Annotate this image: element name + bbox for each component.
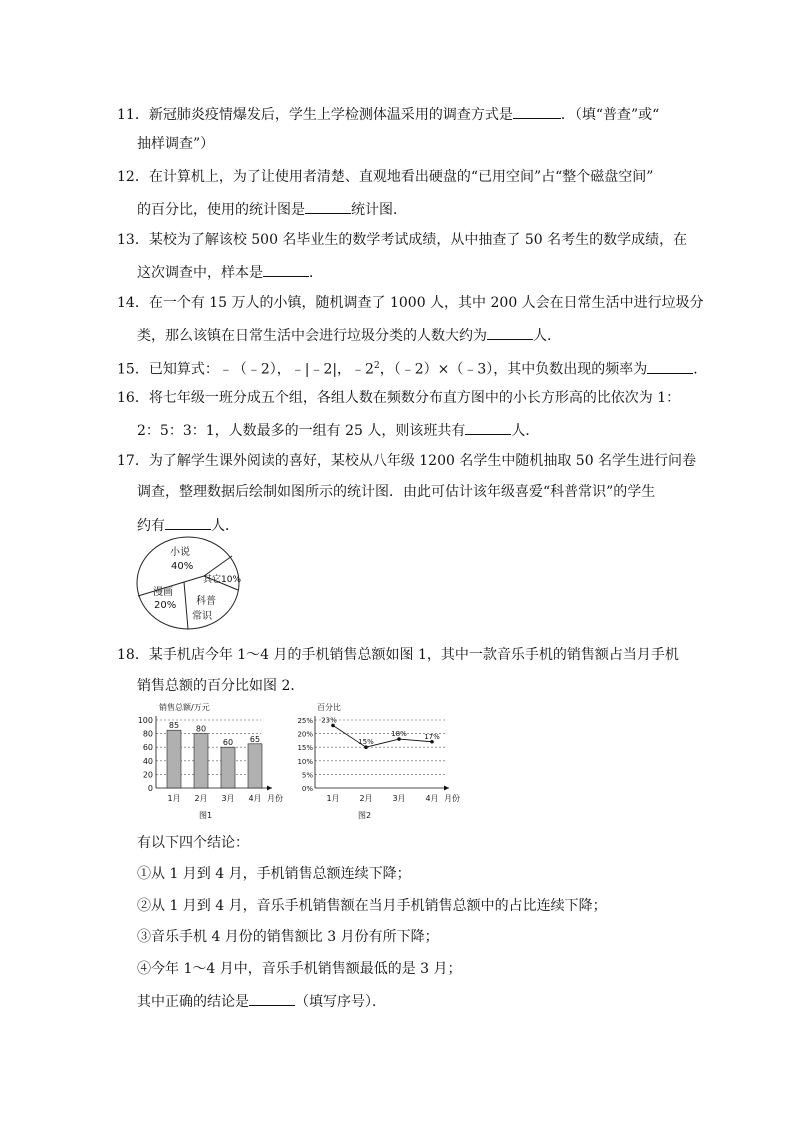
bar-value-label: 60 bbox=[222, 738, 234, 748]
line-y-tick-label: 25% bbox=[297, 717, 313, 725]
pie-chart bbox=[134, 533, 254, 633]
pie-pct-manhua: 20% bbox=[154, 600, 177, 611]
pie-pct-qita: 10% bbox=[221, 575, 242, 585]
line-chart-ylabel: 百分比 bbox=[317, 703, 341, 712]
bar-value-label: 80 bbox=[195, 724, 207, 734]
q15-text-a: 15．已知算式：﹣（﹣2），﹣|﹣2|，﹣2 bbox=[117, 361, 374, 378]
line-x-tick-label: 2月 bbox=[359, 794, 373, 803]
bar bbox=[167, 730, 181, 788]
line-x-tick-label: 4月 bbox=[425, 794, 439, 803]
pie-label-qita bbox=[203, 573, 241, 585]
q15-answer-blank[interactable] bbox=[647, 359, 693, 374]
line-y-tick-label: 15% bbox=[297, 744, 313, 753]
line-y-tick-label: 20% bbox=[297, 730, 313, 739]
q11-text-b: ．（填“普查”或“ bbox=[560, 107, 660, 123]
question-12-line-2 bbox=[137, 199, 407, 220]
line-series bbox=[333, 725, 432, 747]
bar-y-tick-label: 80 bbox=[142, 729, 153, 739]
question-14-line-1: 14．在一个有 15 万人的小镇，随机调查了 1000 人，其中 200 人会在日常生活中进行垃圾分 bbox=[117, 295, 704, 311]
q14-answer-blank[interactable] bbox=[487, 325, 533, 340]
q14-text-b: 人． bbox=[533, 328, 561, 344]
bar-x-tick-label: 3月 bbox=[221, 794, 235, 803]
question-11-line-1 bbox=[117, 104, 659, 125]
question-11-line-2: 抽样调查”） bbox=[137, 136, 215, 152]
pie-label-qita-name: 其它 bbox=[203, 575, 222, 585]
line-x-axis-arrow bbox=[444, 786, 449, 791]
q13-text-b: ． bbox=[309, 265, 323, 281]
bar-x-tick-label: 1月 bbox=[167, 794, 181, 803]
q18-answer-line bbox=[137, 991, 386, 1012]
bar-value-label: 65 bbox=[249, 734, 261, 744]
line-value-label: 17% bbox=[424, 732, 440, 741]
line-y-tick-label: 10% bbox=[297, 757, 313, 766]
bar-x-axis-arrow bbox=[267, 786, 272, 791]
q18-text-b: （填写序号）． bbox=[295, 994, 386, 1010]
pie-label-xiaoshuo: 小说 bbox=[170, 547, 190, 558]
pie-label-manhua: 漫画 bbox=[153, 587, 173, 598]
bar bbox=[248, 744, 262, 788]
line-y-tick-label: 0% bbox=[301, 785, 313, 793]
bar-chart-caption: 图1 bbox=[199, 811, 213, 820]
question-16-line-2 bbox=[137, 420, 539, 441]
bar-chart-ylabel: 销售总额/万元 bbox=[159, 703, 210, 712]
q18-conclusion-1: ①从 1 月到 4 月，手机销售总额连续下降； bbox=[137, 866, 411, 882]
line-x-tick-label: 1月 bbox=[326, 794, 340, 803]
q12-answer-blank[interactable] bbox=[305, 199, 351, 214]
q11-text-a: 11．新冠肺炎疫情爆发后，学生上学检测体温采用的调查方式是 bbox=[117, 107, 513, 123]
q15-text-c: ． bbox=[693, 361, 708, 378]
q18-text-a: 其中正确的结论是 bbox=[137, 994, 249, 1010]
pie-label-kepu: 科普 bbox=[196, 596, 216, 607]
q17-text-b: 人． bbox=[211, 518, 239, 534]
question-15-line-1 bbox=[117, 357, 707, 380]
line-chart-caption: 图2 bbox=[358, 811, 372, 820]
line-value-label: 23% bbox=[321, 716, 337, 725]
bar-chart bbox=[134, 700, 294, 825]
pie-pct-xiaoshuo: 40% bbox=[171, 561, 194, 572]
bar-chart-xlabel: 月份 bbox=[267, 794, 283, 803]
q17-text-a: 约有 bbox=[137, 518, 165, 534]
q15-exponent: 2 bbox=[373, 361, 380, 371]
line-value-label: 18% bbox=[391, 730, 407, 739]
pie-label-changshi: 常识 bbox=[192, 611, 212, 622]
question-14-line-2 bbox=[137, 325, 561, 346]
bar bbox=[221, 747, 235, 788]
question-17-line-1: 17．为了解学生课外阅读的喜好，某校从八年级 1200 名学生中随机抽取 50 名学生进行问卷 bbox=[117, 453, 697, 469]
question-13-line-1: 13．某校为了解该校 500 名毕业生的数学考试成绩，从中抽查了 50 名考生的数学成绩，在 bbox=[117, 232, 688, 248]
question-18-line-1: 18．某手机店今年 1～4 月的手机销售总额如图 1，其中一款音乐手机的销售额占当月手机 bbox=[117, 647, 679, 663]
q12-text-b: 统计图． bbox=[351, 202, 407, 218]
q16-text-a: 2：5：3：1，人数最多的一组有 25 人，则该班共有 bbox=[137, 423, 466, 439]
question-12-line-1: 12．在计算机上，为了让使用者清楚、直观地看出硬盘的“已用空间”占“整个磁盘空间” bbox=[117, 169, 654, 185]
q13-text-a: 这次调查中，样本是 bbox=[137, 265, 263, 281]
q11-answer-blank[interactable] bbox=[513, 104, 561, 119]
q12-text-a: 的百分比，使用的统计图是 bbox=[137, 202, 305, 218]
question-17-line-2: 调查，整理数据后绘制如图所示的统计图．由此可估计该年级喜爱“科普常识”的学生 bbox=[137, 484, 656, 500]
bar-y-tick-label: 60 bbox=[142, 743, 153, 753]
bar-y-tick-label: 100 bbox=[137, 716, 153, 725]
q18-conclusion-2: ②从 1 月到 4 月，音乐手机销售额在当月手机销售总额中的占比连续下降； bbox=[137, 898, 607, 914]
line-y-tick-label: 5% bbox=[301, 771, 313, 780]
q18-intro: 有以下四个结论： bbox=[137, 835, 249, 851]
bar-y-tick-label: 40 bbox=[142, 756, 153, 766]
bar-x-tick-label: 4月 bbox=[248, 794, 262, 803]
q18-conclusion-3: ③音乐手机 4 月份的销售额比 3 月份有所下降； bbox=[137, 929, 439, 945]
q14-text-a: 类，那么该镇在日常生活中会进行垃圾分类的人数大约为 bbox=[137, 328, 487, 344]
q18-answer-blank[interactable] bbox=[249, 991, 295, 1006]
q16-answer-blank[interactable] bbox=[465, 420, 511, 435]
bar-y-tick-label: 20 bbox=[142, 770, 153, 780]
bar-value-label: 85 bbox=[168, 721, 180, 731]
line-chart bbox=[294, 700, 469, 825]
q16-text-b: 人． bbox=[511, 423, 540, 439]
line-x-tick-label: 3月 bbox=[392, 794, 406, 803]
q17-answer-blank[interactable] bbox=[165, 515, 211, 530]
q13-answer-blank[interactable] bbox=[263, 262, 309, 277]
bar bbox=[194, 734, 208, 788]
question-18-line-2: 销售总额的百分比如图 2． bbox=[137, 678, 305, 694]
question-16-line-1: 16．将七年级一班分成五个组，各组人数在频数分布直方图中的小长方形高的比依次为 1： bbox=[117, 390, 681, 406]
q18-conclusion-4: ④今年 1～4 月中，音乐手机销售额最低的是 3 月； bbox=[137, 961, 462, 977]
question-13-line-2 bbox=[137, 262, 323, 283]
line-value-label: 15% bbox=[358, 738, 374, 747]
line-chart-xlabel: 月份 bbox=[444, 794, 460, 803]
q15-text-b: ，（﹣2）×（﹣3），其中负数出现的频率为 bbox=[379, 361, 648, 378]
bar-x-tick-label: 2月 bbox=[194, 794, 208, 803]
bar-y-tick-label: 0 bbox=[147, 784, 153, 793]
